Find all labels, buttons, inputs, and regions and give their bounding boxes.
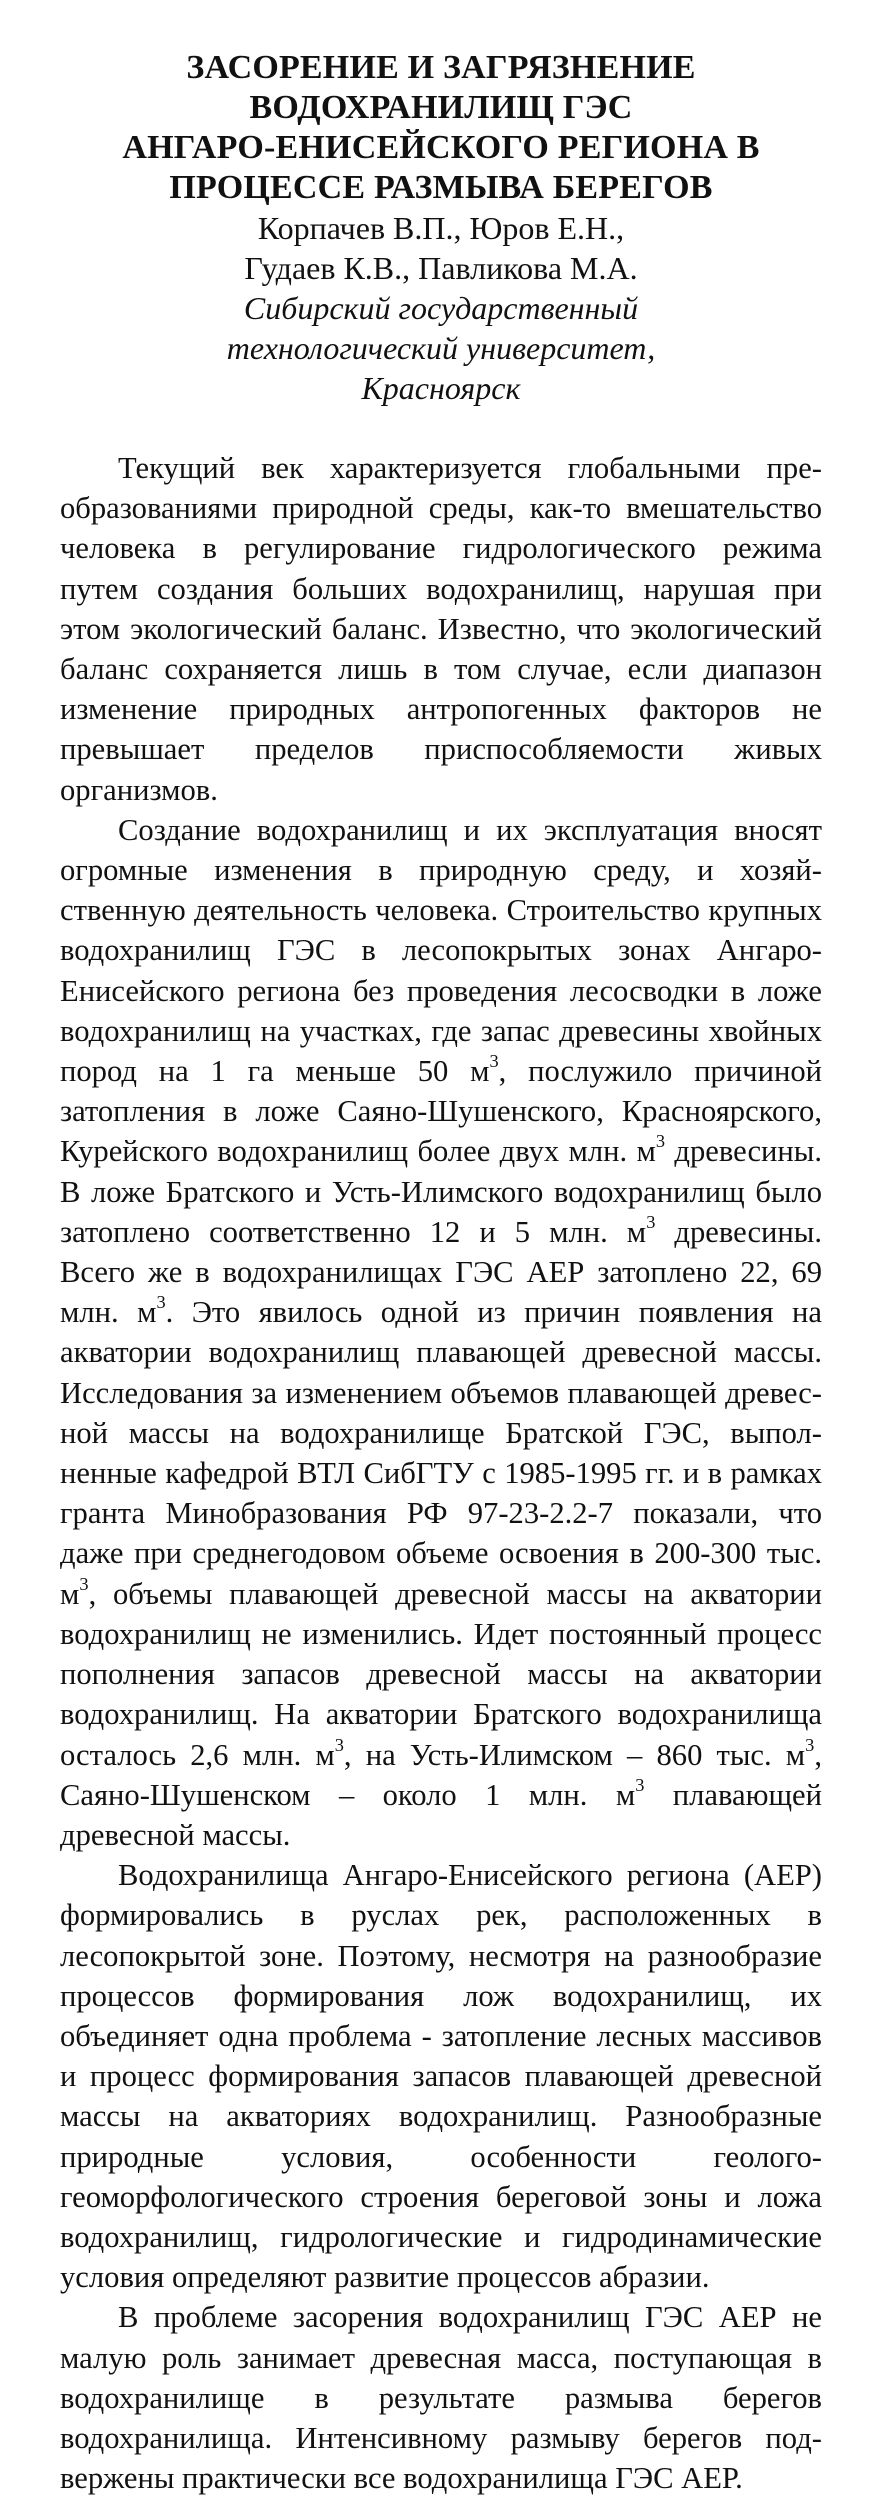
- authors-line-2: Гудаев К.В., Павликова М.А.: [244, 250, 638, 286]
- title-line-3: АНГАРО-ЕНИСЕЙСКОГО РЕГИОНА В: [122, 129, 760, 166]
- article-header: [60, 48, 822, 408]
- affiliation-city: Красноярск: [361, 370, 521, 406]
- paragraph-text: Создание водохранилищ и их эксплуатация вносят огромные изменения в природную среду, и хозяйственную деятельность человека. Строительство крупных водохранилищ ГЭС в лесопокрытых зонах Ангаро-Енисейского региона без проведения лесосводки в ложе водохранилищ на участках, где запас древесины хвойных пород на 1 га меньше 50 м: [60, 812, 822, 1089]
- title-line-4: ПРОЦЕССЕ РАЗМЫВА БЕРЕГОВ: [169, 169, 713, 206]
- superscript: 3: [334, 1734, 344, 1755]
- paragraph-text: , на Усть-Илимском – 860 тыс. м: [343, 1737, 806, 1772]
- article-body: [60, 448, 822, 2498]
- superscript: 3: [655, 1131, 666, 1152]
- affiliation-line-2: технологический университет,: [226, 330, 656, 366]
- title-line-2: ВОДОХРАНИЛИЩ ГЭС: [249, 89, 633, 126]
- paragraph-text: Текущий век характеризуется глобальными преобразованиями природной среды, как-то вмешательство человека в регулирование гидрологического режима путем создания больших водохранилищ, нарушая при этом экологический баланс. Известно, что экологический баланс сохраняется лишь в том случае, если диапазон изменение природных антропогенных факторов не превышает пределов приспособляемости живых организмов.: [60, 451, 822, 807]
- superscript: 3: [489, 1051, 499, 1072]
- paragraph-text: плавающей древесной массы.: [60, 1777, 822, 1852]
- paragraph-text: , Саяно-Шушенском – около 1 млн. м: [60, 1737, 822, 1812]
- superscript: 3: [805, 1734, 815, 1755]
- superscript: 3: [635, 1774, 645, 1795]
- superscript: 3: [646, 1212, 656, 1233]
- paragraph-text: древесины. В ложе Братского и Усть-Илимского водохранилищ было затоплено соответственно 12 и 5 млн. м: [60, 1134, 822, 1249]
- affiliation-line-1: Сибирский государственный: [243, 290, 639, 326]
- paragraph-text: . Это явилось одной из причин появления на акватории водохранилищ плавающей древесной массы. Исследования за изменением объемов плавающей древесной массы на водохранилище Братской ГЭС, выполненные кафедрой ВТЛ СибГТУ с 1985-1995 гг. и в рамках гранта Минобразования РФ 97-23-2.2-7 показали, что даже при среднегодовом объеме освоения в 200-300 тыс. м: [60, 1295, 822, 1611]
- paragraph: [60, 810, 822, 1855]
- superscript: 3: [156, 1292, 166, 1313]
- superscript: 3: [79, 1573, 89, 1594]
- authors-line-1: Корпачев В.П., Юров Е.Н.,: [257, 210, 625, 246]
- paragraph-text: Водохранилища Ангаро-Енисейского региона (АЕР) формировались в руслах рек, расположенных в лесопокрытой зоне. Поэтому, несмотря на разнообразие процессов формирования лож водохранилищ, их объединяет одна проблема - затопление лесных массивов и процесс формирования запасов плавающей древесной массы на акваториях водохранилищ. Разнообразные природные условия, особенности геолого-геоморфологического строения береговой зоны и ложа водохранилищ, гидрологические и гидродинамические условия определяют развитие процессов абразии.: [60, 1858, 822, 2295]
- paragraph-text: , послужило причиной затопления в ложе Саяно-Шушенского, Красноярского, Курейского водохранилищ более двух млн. м: [60, 1054, 822, 1169]
- paragraph: [60, 448, 822, 810]
- paragraph: [60, 2297, 822, 2498]
- paragraph: [60, 1855, 822, 2297]
- paragraph-text: древесины. Всего же в водохранилищах ГЭС АЕР затоплено 22, 69 млн. м: [60, 1214, 823, 1330]
- title-line-1: ЗАСОРЕНИЕ И ЗАГРЯЗНЕНИЕ: [186, 49, 696, 86]
- paragraph-text: В проблеме засорения водохранилищ ГЭС АЕР не малую роль занимает древесная масса, поступающая в водохранилище в результате размыва берегов водохранилища. Интенсивному размыву берегов подвержены практически все водохранилища ГЭС АЕР.: [60, 2300, 822, 2496]
- paragraph-text: , объемы плавающей древесной массы на акватории водохранилищ не изменились. Идет постоянный процесс пополнения запасов древесной массы на акватории водохранилищ. На акватории Братского водохранилища осталось 2,6 млн. м: [60, 1576, 822, 1772]
